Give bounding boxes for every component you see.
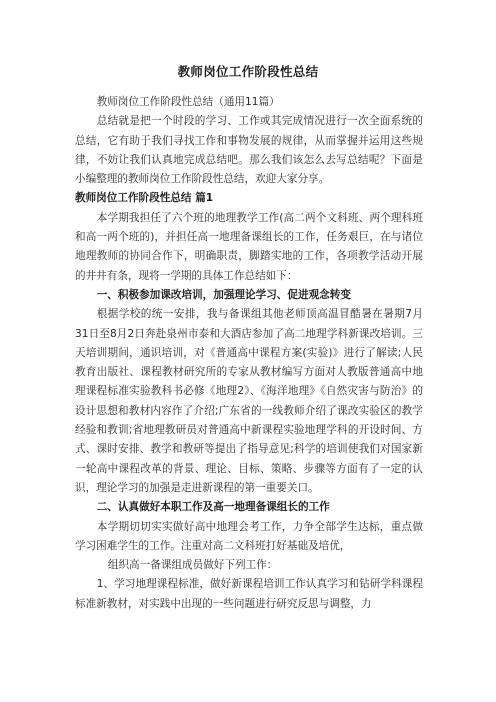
subtitle-paragraph: 教师岗位工作阶段性总结（通用11篇） <box>96 96 280 108</box>
body-paragraph: 1、学习地理课程标准，做好新课程培训工作认真学习和钻研学科课程标准新教材，对实践中出现的一些问题进行研究反思与调整，力 <box>75 578 423 610</box>
body-paragraph: 本学期切切实实做好高中地理会考工作，力争全部学生达标，重点做学习困难学生的工作。注重对高二文科班打好基础及培优， <box>75 520 423 552</box>
body-paragraph: 根据学校的统一安排，我与备课组其他老师顶高温冒酷暑在暑期7月31日至8月2日奔赴泉州市泰和大酒店参加了高二地理学科新课改培训。三天培训期间，通识培训，对《普通高中课程方案(实验)》进行了解读;人民教育出版社、课程教材研究所的专家从教材编写方面对人教版普通高中地理课程标准实验教科书必修《地理2》、《海洋地理》《自然灾害与防治》的设计思想和教材内容作了介绍;广东省的一线教师介绍了课改实验区的教学经验和教训;省地理教研员对普通高中新课程实验地理学科的开设时间、方式、课时安排、教学和教研等提出了指导意见;科学的培训使我们对国家新一轮高中课程改革的背景、理论、目标、策略、步骤等方面有了一定的认识，理论学习的加强是走进新课程的第一重要关口。 <box>75 308 423 494</box>
document-title: 教师岗位工作阶段性总结 <box>177 64 319 79</box>
intro-paragraph: 总结就是把一个时段的学习、工作或其完成情况进行一次全面系统的总结，它有助于我们寻找工作和事物发展的规律，从而掌握并运用这些规律，不妨让我们认真地完成总结吧。那么我们该怎么去写总结呢？下面是小编整理的教师岗位工作阶段性总结，欢迎大家分享。 <box>75 115 423 186</box>
subsection-heading: 一、积极参加课改培训，加强理论学习、促进观念转变 <box>96 288 351 301</box>
body-paragraph: 组织高一备课组成员做好下列工作： <box>107 559 278 572</box>
section-heading: 教师岗位工作阶段性总结 篇1 <box>75 192 214 205</box>
subsection-heading: 二、认真做好本职工作及高一地理备课组长的工作 <box>96 501 330 514</box>
document-body <box>75 93 423 614</box>
body-paragraph: 本学期我担任了六个班的地理教学工作(高二两个文科班、两个理科班和高一两个班的)，并担任高一地理备课组长的工作，任务艰巨，在与诸位地理教师的协同合作下，明确职责，脚踏实地的工作，各项教学活动开展的井井有条，现将一学期的具体工作总结如下： <box>75 211 423 282</box>
